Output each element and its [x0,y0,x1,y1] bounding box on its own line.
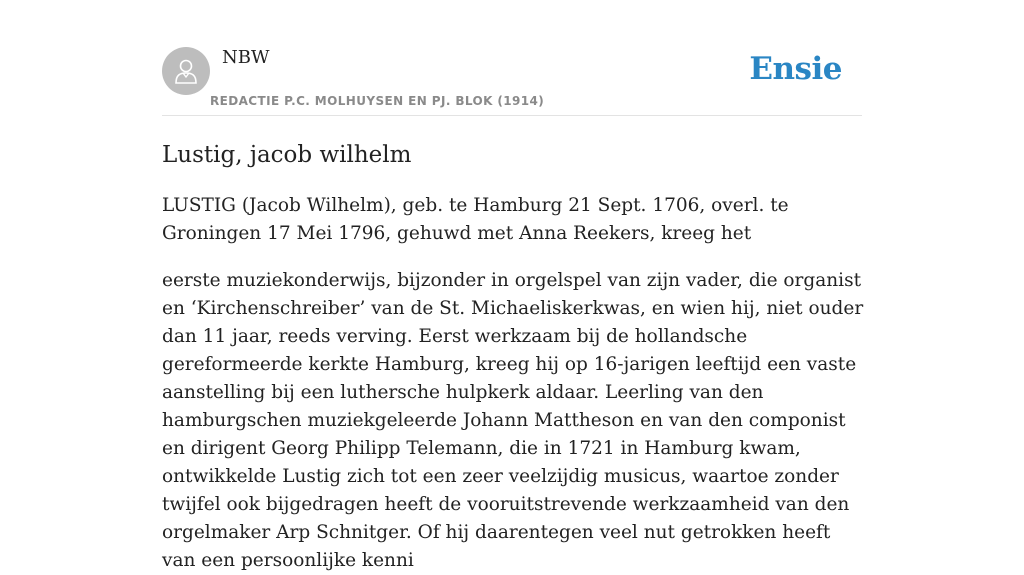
article-paragraph-1: LUSTIG (Jacob Wilhelm), geb. te Hamburg 21 Sept. 1706, overl. te Groningen 17 Mei 1796, gehuwd met Anna Reekers, kreeg het [162,195,789,244]
source-name[interactable]: NBW [222,47,270,68]
user-icon [174,58,198,84]
brand-logo[interactable]: Ensie [749,51,842,87]
header-divider [162,115,862,116]
avatar[interactable] [162,47,210,95]
article-title: Lustig, jacob wilhelm [162,142,412,168]
source-subtitle: REDACTIE P.C. MOLHUYSEN EN PJ. BLOK (1914) [210,94,545,108]
article-paragraph-2: eerste muziekonderwijs, bijzonder in orgelspel van zijn vader, die organist en ‘Kirchenschreiber’ van de St. Michaeliskerkwas, en wien hij, niet ouder dan 11 jaar, reeds verving. Eerst werkzaam bij de hollandsche gereformeerde kerkte Hamburg, kreeg hij op 16-jarigen leeftijd een vaste aanstelling bij een luthersche hulpkerk aldaar. Leerling van den hamburgschen muziekgeleerde Johann Mattheson en van den componist en dirigent Georg Philipp Telemann, die in 1721 in Hamburg kwam, ontwikkelde Lustig zich tot een zeer veelzijdig musicus, waartoe zonder twijfel ook bijgedragen heeft de vooruitstrevende werkzaamheid van den orgelmaker Arp Schnitger. Of hij daarentegen veel nut getrokken heeft van een persoonlijke kenni [162,270,864,571]
